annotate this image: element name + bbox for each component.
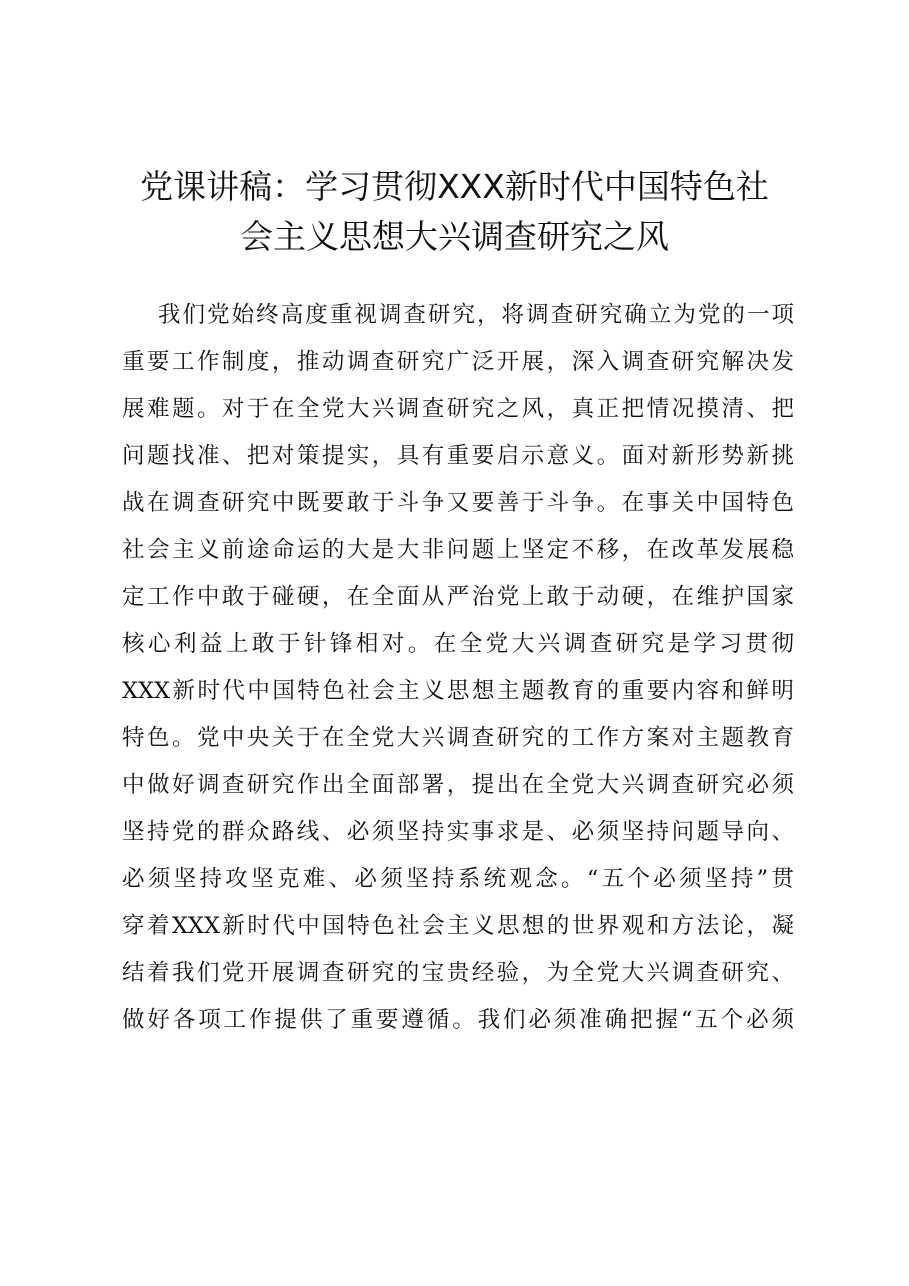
document-title-line-1: 党课讲稿：学习贯彻XXX新时代中国特色社 bbox=[140, 167, 769, 206]
body-line-16: 做好各项工作提供了重要遵循。我们必须准确把握“五个必须 bbox=[122, 1007, 794, 1033]
body-line-7: 定工作中敢于碰硬，在全面从严治党上敢于动硬，在维护国家 bbox=[122, 584, 794, 610]
body-line-14: 穿着XXX新时代中国特色社会主义思想的世界观和方法论，凝 bbox=[122, 913, 794, 939]
body-line-3: 展难题。对于在全党大兴调查研究之风，真正把情况摸清、把 bbox=[122, 396, 794, 422]
body-line-2: 重要工作制度，推动调查研究广泛开展，深入调查研究解决发 bbox=[122, 349, 794, 375]
body-line-6: 社会主义前途命运的大是大非问题上坚定不移，在改革发展稳 bbox=[122, 537, 794, 563]
body-line-15: 结着我们党开展调查研究的宝贵经验，为全党大兴调查研究、 bbox=[122, 960, 794, 986]
body-line-4: 问题找准、把对策提实，具有重要启示意义。面对新形势新挑 bbox=[122, 443, 794, 469]
body-line-10: 特色。党中央关于在全党大兴调查研究的工作方案对主题教育 bbox=[122, 725, 794, 751]
document-title-line-2: 会主义思想大兴调查研究之风 bbox=[240, 217, 669, 256]
body-line-8: 核心利益上敢于针锋相对。在全党大兴调查研究是学习贯彻 bbox=[122, 631, 794, 657]
body-line-1: 我们党始终高度重视调查研究，将调查研究确立为党的一项 bbox=[158, 302, 794, 328]
body-line-12: 坚持党的群众路线、必须坚持实事求是、必须坚持问题导向、 bbox=[122, 819, 794, 845]
body-line-5: 战在调查研究中既要敢于斗争又要善于斗争。在事关中国特色 bbox=[122, 490, 794, 516]
body-line-13: 必须坚持攻坚克难、必须坚持系统观念。“五个必须坚持”贯 bbox=[122, 866, 794, 892]
body-line-9: XXX新时代中国特色社会主义思想主题教育的重要内容和鲜明 bbox=[122, 678, 794, 704]
body-line-11: 中做好调查研究作出全面部署，提出在全党大兴调查研究必须 bbox=[122, 772, 794, 798]
